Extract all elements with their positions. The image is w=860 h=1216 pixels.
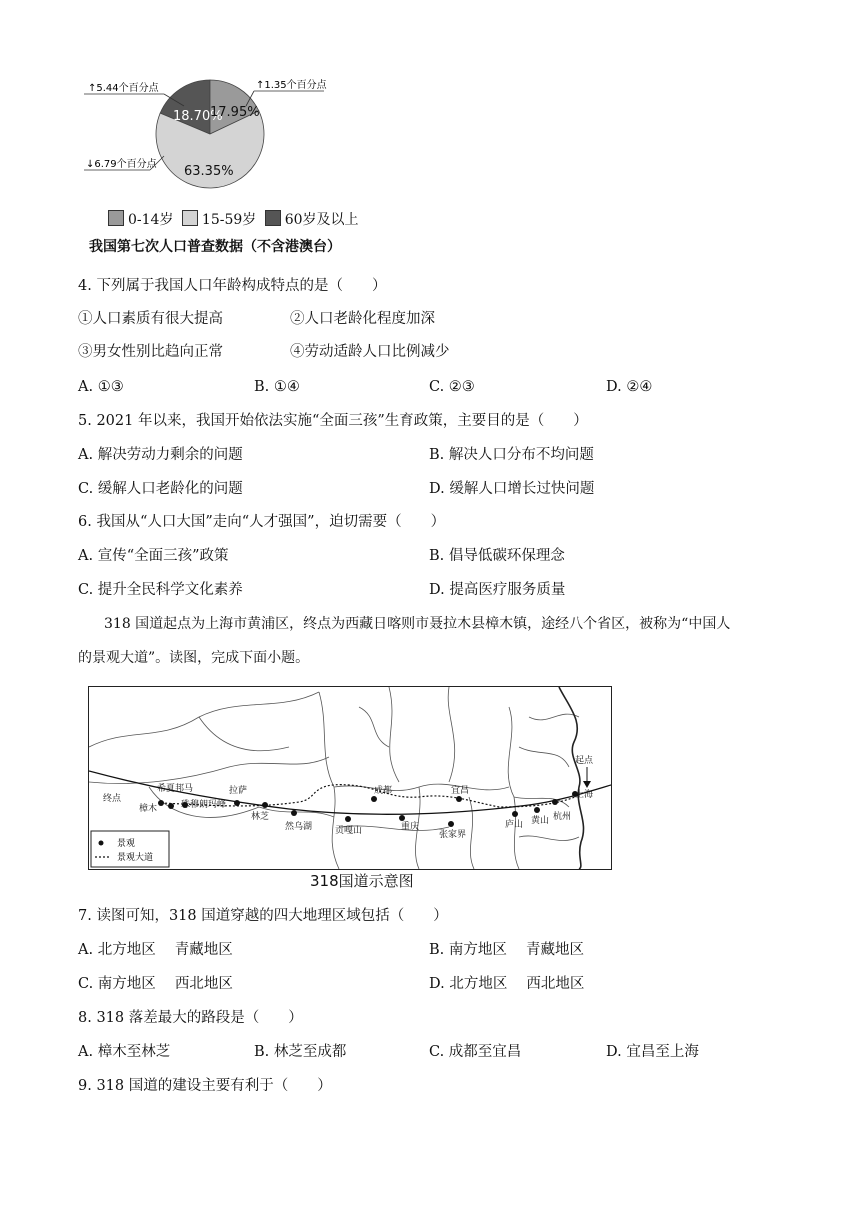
pie-label-15-59: 63.35% (184, 164, 234, 179)
q4-option-b: B. ①④ (254, 379, 300, 395)
map-legend-road: 景观大道 (117, 853, 154, 863)
q4-statement-1: ①人口素质有很大提高 (78, 311, 223, 327)
q7-option-d: D. 北方地区 西北地区 (429, 976, 585, 992)
passage-line-2: 的景观大道”。读图，完成下面小题。 (78, 650, 310, 666)
q5-option-b: B. 解决人口分布不均问题 (429, 447, 594, 463)
q4-stem: 4. 下列属于我国人口年龄构成特点的是（ ） (78, 278, 387, 294)
q5-option-d: D. 缓解人口增长过快问题 (429, 481, 595, 497)
q6-option-b: B. 倡导低碳环保理念 (429, 548, 565, 564)
place-chengdu: 成都 (374, 786, 393, 796)
legend-item-0-14: 0-14岁 (108, 212, 173, 228)
q4-option-d: D. ②④ (606, 379, 653, 395)
pie-caption: 我国第七次人口普查数据（不含港澳台） (89, 239, 341, 255)
annotation-60plus: ↑5.44个百分点 (88, 83, 159, 94)
route-map (88, 686, 612, 870)
q8-option-c: C. 成都至宜昌 (429, 1044, 522, 1060)
place-linzhi: 林芝 (251, 812, 270, 822)
map-start-label: 起点 (575, 756, 594, 766)
q7-option-c: C. 南方地区 西北地区 (78, 976, 233, 992)
q4-statement-2: ②人口老龄化程度加深 (290, 311, 435, 327)
map-legend-spot: 景观 (117, 839, 136, 849)
place-zhangmu: 樟木 (139, 804, 158, 814)
pie-legend (108, 209, 359, 229)
place-huangshan: 黄山 (531, 816, 550, 826)
place-shanghai: 上海 (575, 790, 594, 800)
map-end-label: 终点 (103, 794, 122, 804)
q6-option-c: C. 提升全民科学文化素养 (78, 582, 243, 598)
q6-stem: 6. 我国从“人口大国”走向“人才强国”，迫切需要（ ） (78, 514, 446, 530)
legend-item-60plus: 60岁及以上 (265, 212, 359, 228)
q8-option-d: D. 宜昌至上海 (606, 1044, 699, 1060)
route-map-svg (89, 687, 611, 869)
q4-statement-4: ④劳动适龄人口比例减少 (290, 344, 450, 360)
q4-statement-3: ③男女性别比趋向正常 (78, 344, 223, 360)
passage-line-1: 318 国道起点为上海市黄浦区，终点为西藏日喀则市聂拉木县樟木镇，途经八个省区，被称为“中国人 (104, 616, 731, 632)
place-chongqing: 重庆 (401, 822, 420, 832)
place-hangzhou: 杭州 (553, 812, 572, 822)
place-lushan: 庐山 (505, 820, 524, 830)
q5-option-a: A. 解决劳动力剩余的问题 (78, 447, 243, 463)
place-gonggashan: 贡嘎山 (335, 826, 363, 836)
pie-label-60plus: 18.70% (173, 109, 223, 124)
pie-label-0-14: 17.95% (210, 105, 260, 120)
q5-stem: 5. 2021 年以来，我国开始依法实施“全面三孩”生育政策，主要目的是（ ） (78, 413, 588, 429)
place-zhumulangma: 珠穆朗玛峰 (181, 800, 227, 810)
annotation-0-14: ↑1.35个百分点 (256, 80, 327, 91)
q8-stem: 8. 318 落差最大的路段是（ ） (78, 1010, 303, 1026)
q8-option-b: B. 林芝至成都 (254, 1044, 347, 1060)
place-yichang: 宜昌 (451, 786, 470, 796)
q8-option-a: A. 樟木至林芝 (78, 1044, 171, 1060)
map-caption: 318国道示意图 (310, 872, 414, 890)
q5-option-c: C. 缓解人口老龄化的问题 (78, 481, 243, 497)
q6-option-d: D. 提高医疗服务质量 (429, 582, 566, 598)
annotation-15-59: ↓6.79个百分点 (86, 159, 157, 170)
place-zhangjiajie: 张家界 (439, 830, 467, 840)
q4-option-c: C. ②③ (429, 379, 475, 395)
pie-chart-figure (80, 76, 359, 236)
q7-option-b: B. 南方地区 青藏地区 (429, 942, 584, 958)
q4-option-a: A. ①③ (78, 379, 124, 395)
q6-option-a: A. 宣传“全面三孩”政策 (78, 548, 229, 564)
q7-option-a: A. 北方地区 青藏地区 (78, 942, 233, 958)
pie-chart (80, 76, 340, 206)
q7-stem: 7. 读图可知，318 国道穿越的四大地理区域包括（ ） (78, 908, 448, 924)
place-ranwuhu: 然乌湖 (285, 822, 313, 832)
legend-item-15-59: 15-59岁 (182, 212, 256, 228)
q9-stem: 9. 318 国道的建设主要有利于（ ） (78, 1078, 332, 1094)
place-lasa: 拉萨 (229, 786, 248, 796)
place-xixiabangma: 希夏邦马 (157, 784, 194, 794)
